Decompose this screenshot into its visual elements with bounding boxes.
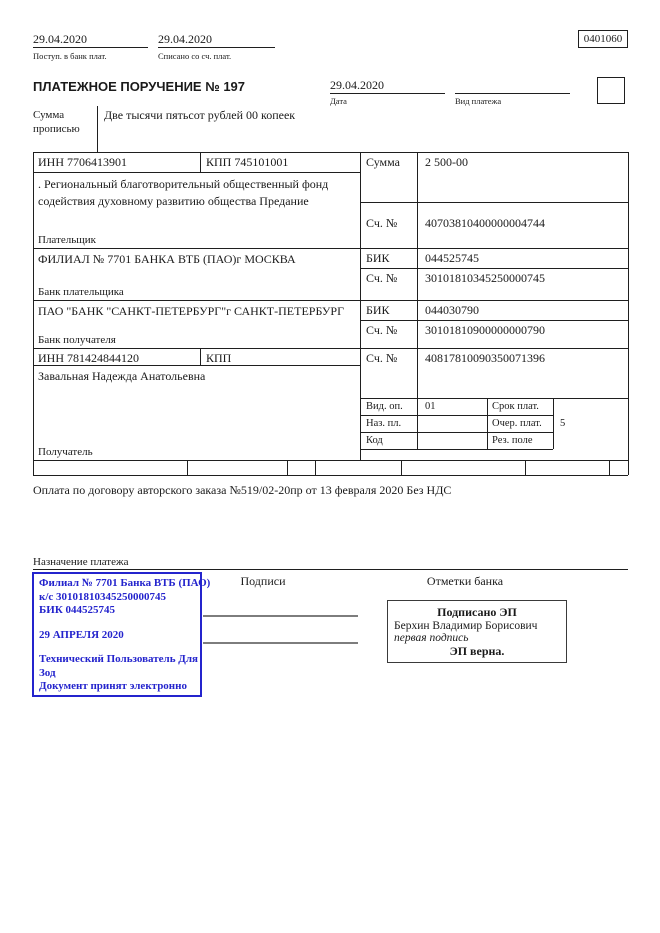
payer-kpp: КПП 745101001 [206,155,289,169]
esign-signature-type: первая подпись [394,632,469,644]
payee-bank-bik: 044030790 [425,303,479,317]
document-title: ПЛАТЕЖНОЕ ПОРУЧЕНИЕ № 197 [33,79,246,94]
received-date: 29.04.2020 [33,32,87,46]
payer-bank-bik: 044525745 [425,251,479,265]
payee-bank-name: ПАО "БАНК "САНКТ-ПЕТЕРБУРГ"г САНКТ-ПЕТЕРБУРГ [38,304,345,318]
purpose-label: Назначение платежа [33,556,129,568]
amount-value: 2 500-00 [425,155,468,169]
form-code-box [578,30,628,48]
payee-bank-bik-label: БИК [366,303,390,317]
amount-words-divider [97,106,98,152]
bank-electronic-stamp: Филиал № 7701 Банка ВТБ (ПАО) к/с 30101810345250000745 БИК 044525745 29 АПРЕЛЯ 2020 Технический Пользователь Для Зод Документ принят электронно [32,572,202,697]
priority-label: Очер. плат. [492,418,542,429]
debited-date-field [158,32,275,48]
op-type-value: 01 [425,401,436,412]
code-label: Код [366,435,383,446]
payer-bank-account: 30101810345250000745 [425,271,545,285]
payer-bank-label: Банк плательщика [38,286,124,298]
esignature-mark-box [387,600,567,663]
form-code: 0401060 [583,33,623,45]
payee-account: 40817810090350071396 [425,351,545,365]
esign-title: Подписано ЭП [437,605,517,619]
payee-kpp-label: КПП [206,351,232,365]
payer-label: Плательщик [38,234,96,246]
purpose-text: Оплата по договору авторского заказа №519/02-20пр от 13 февраля 2020 Без НДС [33,483,452,497]
empty-field-box [597,77,625,104]
payee-account-label: Сч. № [366,351,398,365]
priority-value: 5 [560,418,566,429]
first-signature-line [203,615,358,617]
esign-verified: ЭП верна. [449,644,505,658]
received-date-label: Поступ. в банк плат. [33,51,107,61]
date-value: 29.04.2020 [330,78,384,92]
payer-account-label: Сч. № [366,216,398,230]
payee-inn: ИНН 781424844120 [38,351,139,365]
op-type-label: Вид. оп. [366,401,403,412]
payee-bank-label: Банк получателя [38,334,116,346]
payee-name: Завальная Надежда Анатольевна [38,369,206,383]
payer-bank-account-label: Сч. № [366,271,398,285]
payee-bank-account-label: Сч. № [366,323,398,337]
payment-type-label: Вид платежа [455,96,502,106]
second-signature-line [203,642,358,644]
payer-bank-name: ФИЛИАЛ № 7701 БАНКА ВТБ (ПАО)г МОСКВА [38,252,296,266]
received-date-field [33,32,148,48]
purpose-code-label: Наз. пл. [366,418,402,429]
payee-label: Получатель [38,446,93,458]
date-field [330,78,445,94]
amount-words-label: Сумма прописью [33,109,80,135]
debited-date: 29.04.2020 [158,32,212,46]
bank-marks-label: Отметки банка [426,574,504,588]
signatures-label: Подписи [240,574,286,588]
payee-bank-account: 30101810900000000790 [425,323,545,337]
payer-bank-bik-label: БИК [366,251,390,265]
payment-type-line [455,93,570,94]
amount-words-value: Две тысячи пятьсот рублей 00 копеек [104,108,296,122]
date-label: Дата [330,96,347,106]
debited-date-label: Списано со сч. плат. [158,51,232,61]
payer-account: 40703810400000004744 [425,216,545,230]
payer-inn: ИНН 7706413901 [38,155,127,169]
esign-signer-name: Берхин Владимир Борисович [394,620,538,632]
reserve-field-label: Рез. поле [492,435,533,446]
due-date-label: Срок плат. [492,401,539,412]
amount-label: Сумма [366,155,400,169]
payer-name: . Региональный благотворительный общественный фонд содействия духовному развитию общества Предание [38,177,329,208]
